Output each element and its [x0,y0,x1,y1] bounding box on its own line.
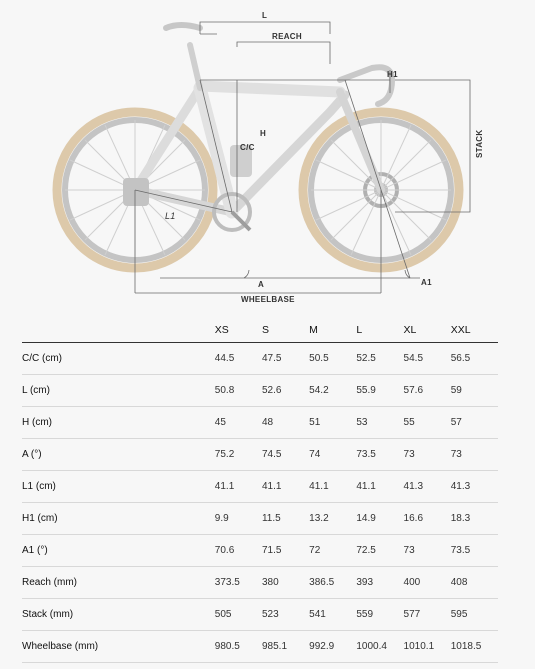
label-a1: A1 [421,278,432,287]
table-row [22,471,498,503]
bike-geometry-diagram [0,0,535,310]
table-row [22,567,498,599]
table-row [22,535,498,567]
label-l: L [262,11,268,20]
label-l1: L1 [165,211,176,221]
table-cell: 44.5 [214,353,235,364]
table-cell: 50.5 [309,353,329,364]
label-stack: STACK [475,129,484,158]
table-cell: 16.6 [403,513,424,524]
row-label: A1 (°) [22,545,48,556]
table-row [22,503,498,535]
label-h: H [260,129,267,138]
table-cell: 380 [261,577,279,588]
table-cell: 985.1 [261,641,288,652]
table-cell: 53 [356,417,368,428]
row-label: Wheelbase (mm) [22,641,99,652]
table-cell: 54.5 [403,353,424,364]
table-cell: 51 [309,417,321,428]
table-cell: 992.9 [309,641,335,652]
table-cell: 57 [450,417,462,428]
table-cell: 70.6 [214,545,235,556]
table-cell: 41.1 [261,481,282,492]
table-row [22,631,498,663]
table-cell: 47.5 [261,353,282,364]
table-cell: 72.5 [356,545,376,556]
table-cell: 74.5 [261,449,282,460]
row-label: Reach (mm) [22,577,78,588]
table-cell: 541 [309,609,326,620]
row-label: C/C (cm) [22,353,62,364]
table-cell: 523 [261,609,279,620]
label-h1: H1 [387,70,398,79]
table-cell: 980.5 [214,641,240,652]
table-cell: 73.5 [356,449,376,460]
row-label: L (cm) [22,385,50,396]
label-reach: REACH [272,32,302,41]
table-cell: 55 [403,417,415,428]
table-cell: 54.2 [309,385,329,396]
table-row [22,439,498,471]
table-cell: 400 [403,577,421,588]
size-header: XXL [450,324,471,336]
table-row [22,407,498,439]
table-cell: 71.5 [261,545,282,556]
row-label: H1 (cm) [22,513,58,524]
table-cell: 73 [450,449,462,460]
row-label: L1 (cm) [22,481,56,492]
row-label: H (cm) [22,417,52,428]
table-cell: 577 [403,609,421,620]
size-header: XS [214,324,229,336]
table-cell: 13.2 [309,513,329,524]
table-cell: 56.5 [450,353,471,364]
table-cell: 73 [403,449,415,460]
table-cell: 41.1 [214,481,235,492]
table-cell: 55.9 [356,385,376,396]
table-cell: 1010.1 [403,641,435,652]
table-cell: 75.2 [214,449,235,460]
table-cell: 45 [214,417,226,428]
table-cell: 41.3 [403,481,424,492]
table-cell: 52.6 [261,385,282,396]
table-header-row [22,318,498,343]
table-row [22,375,498,407]
table-cell: 72 [309,545,321,556]
label-a: A [258,280,265,289]
table-cell: 1018.5 [450,641,482,652]
table-cell: 41.1 [356,481,376,492]
table-cell: 11.5 [261,513,281,524]
row-label: Stack (mm) [22,609,74,620]
size-header: L [356,324,363,336]
size-header: M [309,324,318,336]
table-cell: 57.6 [403,385,424,396]
table-cell: 373.5 [214,577,240,588]
table-cell: 393 [356,577,374,588]
table-cell: 1000.4 [356,641,387,652]
header-empty [22,318,215,343]
table-row [22,343,498,375]
table-cell: 41.3 [450,481,471,492]
table-cell: 73 [403,545,415,556]
table-cell: 18.3 [450,513,471,524]
size-header: S [261,324,269,336]
table-cell: 559 [356,609,374,620]
table-cell: 48 [261,417,274,428]
size-header: XL [403,324,417,336]
table-cell: 505 [214,609,232,620]
table-cell: 386.5 [309,577,335,588]
label-cc: C/C [240,143,255,152]
table-cell: 595 [450,609,468,620]
label-wheelbase: WHEELBASE [241,295,295,304]
table-row [22,599,498,631]
table-cell: 52.5 [356,353,376,364]
table-cell: 73.5 [450,545,471,556]
row-label: A (°) [22,449,42,460]
table-cell: 14.9 [356,513,376,524]
geometry-table [22,318,498,663]
table-cell: 59 [450,385,462,396]
table-cell: 50.8 [214,385,235,396]
table-cell: 9.9 [214,513,229,524]
table-cell: 41.1 [309,481,329,492]
table-cell: 74 [309,449,321,460]
table-cell: 408 [450,577,468,588]
